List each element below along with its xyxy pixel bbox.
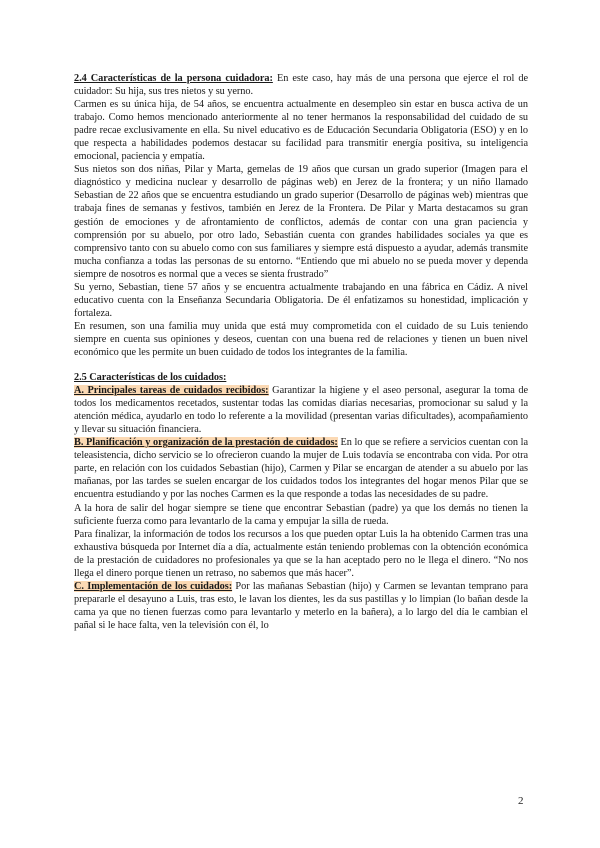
section-2-4-title: 2.4 Características de la persona cuidadora: [74,73,273,84]
paragraph-finalizar: Para finalizar, la información de todos los recursos a los que pueden optar Luis la ha obtenido Carmen tras una exhaustiva búsqueda por Internet día a día, actualmente están teniendo problemas con la obtención económica de la prestación de cuidadores no profesionales ya que se la han aceptado pero no le llega el dinero. “No nos llega el dinero porque tienen un retraso, no sabemos que más hacer”. [74,528,528,579]
subsection-b-label: B. Planificación y organización de la prestación de cuidados: [74,437,338,449]
section-2-4-intro-paragraph [74,72,528,98]
subsection-c-label: C. Implementación de los cuidados: [74,580,233,592]
paragraph-resumen: En resumen, son una familia muy unida que está muy comprometida con el cuidado de su Luis teniendo siempre en cuenta sus opiniones y deseos, cuentan con una buena red de relaciones y tienen un buen nivel económico que les permite un buen cuidado de todos los integrantes de la familia. [74,320,528,358]
paragraph-yerno: Su yerno, Sebastian, tiene 57 años y se encuentra actualmente trabajando en una fábrica en Cádiz. A nivel educativo cuenta con la Enseñanza Secundaria Obligatoria. De él enfatizamos su honestidad, implicación y fortaleza. [74,281,528,319]
paragraph-c [74,580,528,632]
paragraph-b [74,436,528,501]
section-2-5-title: 2.5 Características de los cuidados: [74,372,227,384]
paragraph-salir-hogar: A la hora de salir del hogar siempre se tiene que encontrar Sebastian (padre) ya que los demás no tienen la suficiente fuerza como para levantarlo de la cama y empujar la silla de rueda. [74,502,528,527]
paragraph-nietos: Sus nietos son dos niñas, Pilar y Marta, gemelas de 19 años que cursan un grado superior (Imagen para el diagnóstico y medicina nuclear y desarrollo de páginas web) en Jerez de la frontera; y un niño llamado Sebastian de 22 años que se encuentra estudiando un grado superior (Desarrollo de páginas web) mientras que trabaja fines de semanas y festivos, también en Jerez de la Frontera. De Pilar y Marta destacamos su gran gestión de emociones y de afrontamiento de conflictos, además de contar con una gran paciencia y comprensión por su abuelo, por otro lado, Sebastián cuenta con grandes habilidades sociales ya que es comprensivo tanto con su abuelo como con sus familiares y siempre está dispuesto a ayudar, además transmite mucha confianza a todas las personas de su entorno. “Entiendo que mi abuelo no se pueda mover y dependa siempre de nosotros es normal que a veces se sienta frustrado” [74,164,528,280]
document-page [74,72,528,632]
subsection-a-text: Garantizar la higiene y el aseo personal, asegurar la toma de todos los medicamentos recetados, sustentar todas las comidas diarias necesarias, promocionar su salud y la atención médica, ayudarlo en todo lo referente a la movilidad (presentan varias dificultades), acompañamiento y llevar su situación financiera. [74,385,528,436]
section-gap [74,359,528,371]
page-number: 2 [518,795,524,807]
paragraph-carmen: Carmen es su única hija, de 54 años, se encuentra actualmente en desempleo sin estar en busca activa de un trabajo. Como hemos mencionado anteriormente al no tener hermanos la responsabilidad del cuidado de su padre recae exclusivamente en ella. Su nivel educativo es de Educación Secundaria Obligatoria (ESO) y en lo que respecta a habilidades podemos destacar su facilidad para transmitir energía positiva, su inteligencia emocional, paciencia y empatía. [74,99,528,163]
subsection-c-text: Por las mañanas Sebastian (hijo) y Carmen se levantan temprano para prepararle el desayuno a Luis, tras esto, le lavan los dientes, les da sus pastillas y lo limpian (lo bañan desde la cama ya que no tienen fuerzas como para levantarlo y meterlo en la bañera), a lo largo del día le cambian el pañal si le hace falta, ven la televisión con él, lo [74,580,529,631]
paragraph-a [74,384,528,436]
subsection-b-text: En lo que se refiere a servicios cuentan con la teleasistencia, dicho servicio se lo ofrecieron cuando la mujer de Luis todavía se encontraba con vida. Por otra parte, en relación con los cuidados Sebastian (hijo), Carmen y Pilar se encargan de atender a su abuelo por las mañanas, por las tardes se suelen encargar de los cuidados todos los integrantes del hogar menos Pilar que se encuentra estudiando y por las noches Carmen es la que responde a todas las necesidades de su padre. [74,437,528,501]
section-2-4-intro: En este caso, hay más de una persona que ejerce el rol de cuidador: Su hija, sus tres nietos y su yerno. [74,73,528,98]
subsection-a-label: A. Principales tareas de cuidados recibidos: [74,385,269,397]
section-2-5-title-line [74,371,528,384]
